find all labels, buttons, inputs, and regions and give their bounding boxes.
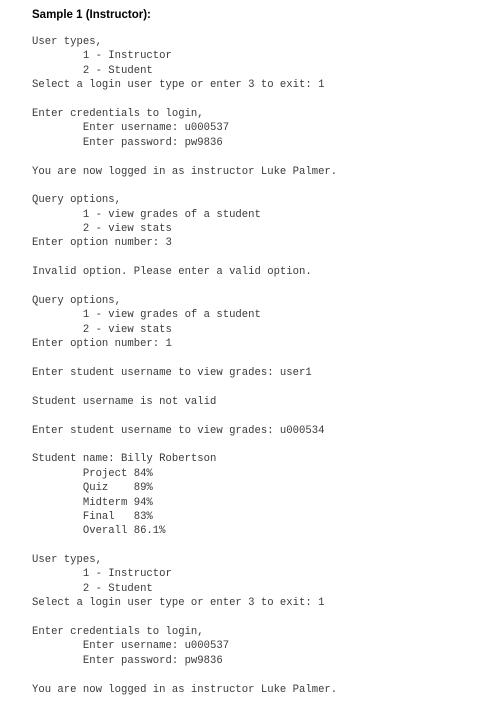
sample-heading: Sample 1 (Instructor): bbox=[32, 9, 151, 21]
console-line: Student name: Billy Robertson bbox=[32, 453, 217, 466]
console-line: User types, bbox=[32, 36, 102, 48]
blank-line bbox=[32, 668, 337, 682]
console-line: Enter option number: 1 bbox=[32, 338, 172, 351]
blank-line bbox=[32, 93, 337, 107]
console-line: 2 - view stats bbox=[32, 223, 172, 236]
blank-line bbox=[32, 409, 337, 423]
console-line: Enter password: pw9836 bbox=[32, 654, 223, 667]
console-line: Invalid option. Please enter a valid option. bbox=[32, 266, 312, 279]
console-line: Enter student username to view grades: u000534 bbox=[32, 424, 325, 437]
console-line: Midterm 94% bbox=[32, 496, 153, 509]
blank-line bbox=[32, 280, 337, 294]
console-line: Final 83% bbox=[32, 510, 153, 523]
console-line: 2 - view stats bbox=[32, 323, 172, 336]
console-line: Project 84% bbox=[32, 467, 153, 480]
console-line: 2 - Student bbox=[32, 64, 153, 77]
blank-line bbox=[32, 179, 337, 193]
blank-line bbox=[32, 380, 337, 394]
console-line: Enter username: u000537 bbox=[32, 640, 230, 653]
console-line: 1 - Instructor bbox=[32, 50, 172, 63]
console-line: You are now logged in as instructor Luke Palmer. bbox=[32, 165, 338, 178]
console-line: Overall 86.1% bbox=[32, 525, 166, 538]
console-line: Quiz 89% bbox=[32, 482, 153, 495]
console-line: 1 - view grades of a student bbox=[32, 309, 261, 322]
blank-line bbox=[32, 150, 337, 164]
blank-line bbox=[32, 611, 337, 625]
console-line: Query options, bbox=[32, 194, 122, 207]
console-line: Enter credentials to login, bbox=[32, 107, 204, 120]
console-line: Enter student username to view grades: user1 bbox=[32, 366, 312, 379]
console-line: Select a login user type or enter 3 to exit: 1 bbox=[32, 79, 325, 92]
console-line: Enter option number: 3 bbox=[32, 237, 172, 250]
console-line: Select a login user type or enter 3 to exit: 1 bbox=[32, 597, 325, 610]
console-line: User types, bbox=[32, 554, 102, 567]
console-line: Enter username: u000537 bbox=[32, 122, 230, 135]
console-line: Query options, bbox=[32, 295, 122, 308]
console-line: Student username is not valid bbox=[32, 395, 217, 408]
console-line: 1 - Instructor bbox=[32, 568, 172, 581]
console-transcript bbox=[32, 35, 337, 697]
console-line: 2 - Student bbox=[32, 582, 153, 595]
console-line: Enter password: pw9836 bbox=[32, 136, 223, 149]
blank-line bbox=[32, 438, 337, 452]
blank-line bbox=[32, 352, 337, 366]
console-line: Enter credentials to login, bbox=[32, 626, 204, 639]
console-line: You are now logged in as instructor Luke Palmer. bbox=[32, 683, 338, 696]
blank-line bbox=[32, 251, 337, 265]
blank-line bbox=[32, 539, 337, 553]
console-line: 1 - view grades of a student bbox=[32, 208, 261, 221]
